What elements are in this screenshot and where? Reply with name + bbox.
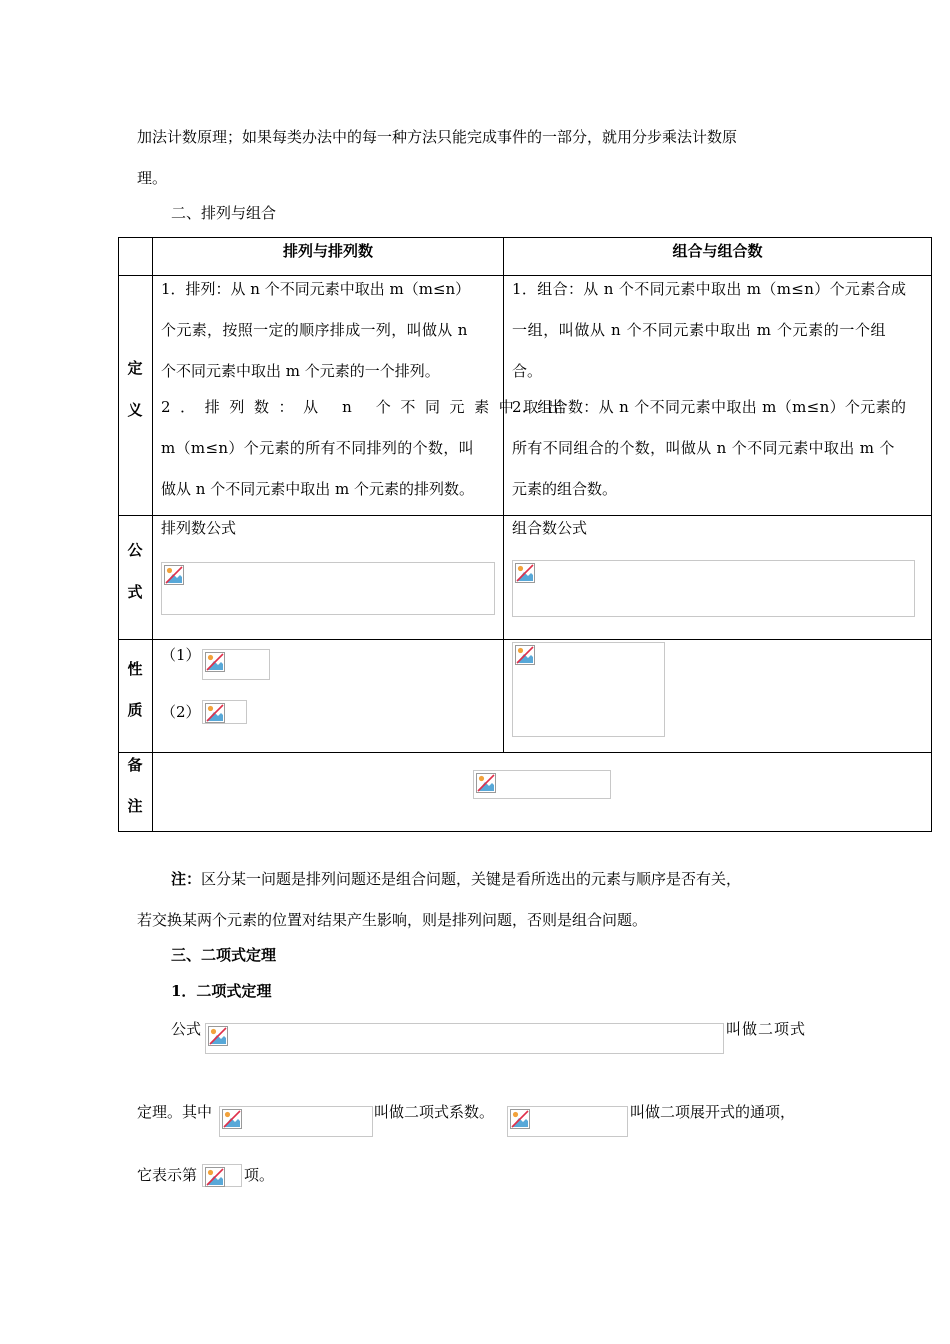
intro-line-2: 理。 <box>137 169 168 187</box>
note-text-1: 区分某一问题是排列问题还是组合问题，关键是看所选出的元素与顺序是否有关， <box>201 870 742 888</box>
comb-formula-image <box>512 560 915 617</box>
perm-def-line-3: 个不同元素中取出 m 个元素的一个排列。 <box>161 362 440 380</box>
section-2-title: 二、排列与组合 <box>171 204 277 222</box>
perm-formula-label: 排列数公式 <box>161 519 237 537</box>
section-3-title: 三、二项式定理 <box>171 946 277 964</box>
comb-def-line-6: 元素的组合数。 <box>512 480 618 498</box>
broken-image-icon <box>205 1167 225 1187</box>
subsection-1-title: 1．二项式定理 <box>171 982 272 1000</box>
header-combination: 组合与组合数 <box>672 242 763 260</box>
binomial-line3-b: 项。 <box>244 1166 275 1184</box>
perm-def-line-5: m（m≤n）个元素的所有不同排列的个数，叫 <box>161 439 475 457</box>
broken-image-icon <box>164 565 184 585</box>
prop-1-label: （1） <box>161 646 201 664</box>
perm-def-line-2: 个元素，按照一定的顺序排成一列，叫做从 n <box>161 321 468 339</box>
row-label-remark-1: 备 <box>127 756 143 774</box>
row-label-formula-1: 公 <box>127 541 143 559</box>
note-line-2: 若交换某两个元素的位置对结果产生影响，则是排列问题，否则是组合问题。 <box>137 911 648 929</box>
comb-def-line-2: 一组，叫做从 n 个不同元素中取出 m 个元素的一个组 <box>512 321 887 339</box>
comb-formula-label: 组合数公式 <box>512 519 588 537</box>
header-permutation: 排列与排列数 <box>282 242 373 260</box>
prop-1-image <box>202 649 270 680</box>
perm-def-line-4: 2．排列数：从 n 个不同元素中取出 <box>161 398 573 416</box>
note-label: 注： <box>171 870 202 888</box>
comb-def-line-1: 1．组合：从 n 个不同元素中取出 m（m≤n）个元素合成 <box>512 280 907 298</box>
term-index-image <box>202 1164 242 1187</box>
broken-image-icon <box>205 703 225 723</box>
broken-image-icon <box>205 652 225 672</box>
row-label-remark-2: 注 <box>127 797 143 815</box>
row-label-property-2: 质 <box>127 701 143 719</box>
broken-image-icon <box>510 1109 530 1129</box>
row-label-property-1: 性 <box>127 660 143 678</box>
broken-image-icon <box>515 563 535 583</box>
comb-def-line-4: 2．组合数：从 n 个不同元素中取出 m（m≤n）个元素的 <box>512 398 907 416</box>
binomial-prefix: 公式 <box>171 1020 202 1038</box>
row-label-formula-2: 式 <box>127 583 143 601</box>
comb-def-line-3: 合。 <box>512 362 543 380</box>
comb-def-line-5: 所有不同组合的个数，叫做从 n 个不同元素中取出 m 个 <box>512 439 895 457</box>
binomial-suffix: 叫做二项式 <box>726 1020 807 1038</box>
broken-image-icon <box>208 1026 228 1046</box>
prop-2-label: （2） <box>161 703 201 721</box>
intro-line-1: 加法计数原理；如果每类办法中的每一种方法只能完成事件的一部分，就用分步乘法计数原 <box>137 128 738 146</box>
binomial-line2-b: 叫做二项式系数。 <box>374 1103 495 1121</box>
permutation-combination-table <box>118 237 932 832</box>
perm-def-line-6: 做从 n 个不同元素中取出 m 个元素的排列数。 <box>161 480 474 498</box>
broken-image-icon <box>222 1109 242 1129</box>
row-label-definition-1: 定 <box>127 359 143 377</box>
perm-formula-image <box>161 562 495 615</box>
general-term-image <box>507 1106 628 1137</box>
broken-image-icon <box>515 645 535 665</box>
comb-property-image <box>512 642 665 737</box>
prop-2-image <box>202 700 247 724</box>
remark-image <box>473 770 611 799</box>
row-label-definition-2: 义 <box>127 401 143 419</box>
binomial-line3-a: 它表示第 <box>137 1166 198 1184</box>
binomial-coefficient-image <box>219 1106 373 1137</box>
binomial-formula-image <box>205 1023 724 1054</box>
perm-def-line-1: 1．排列：从 n 个不同元素中取出 m（m≤n） <box>161 280 471 298</box>
binomial-line2-c: 叫做二项展开式的通项， <box>630 1103 796 1121</box>
broken-image-icon <box>476 773 496 793</box>
binomial-line2-a: 定理。其中 <box>137 1103 213 1121</box>
note-line-1 <box>171 869 741 889</box>
